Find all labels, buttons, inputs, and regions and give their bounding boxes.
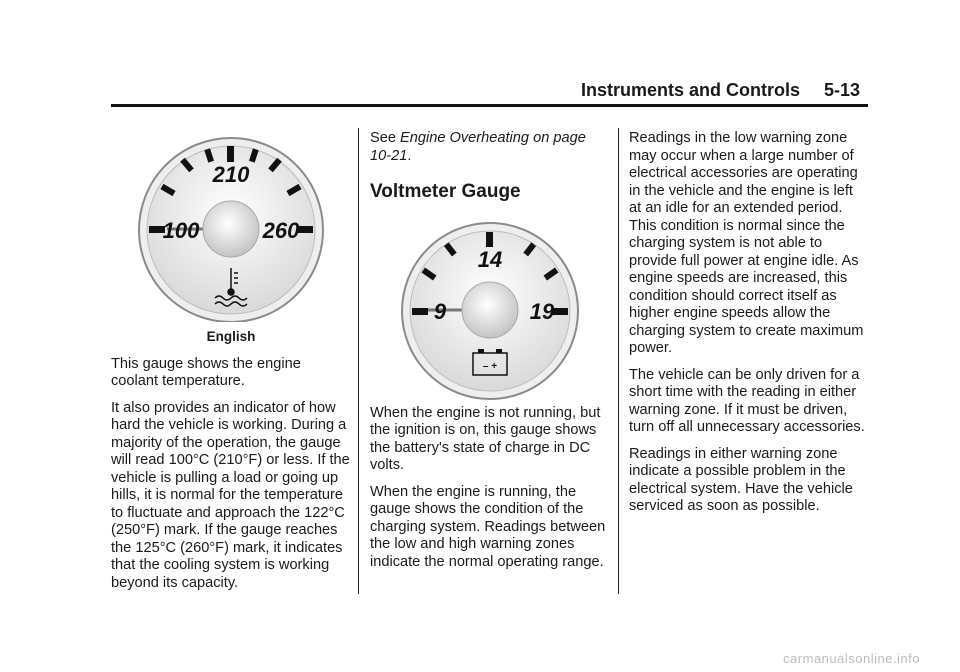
cross-reference: See Engine Overheating on page 10-21. [370, 130, 586, 164]
gauge-label-top: 14 [477, 246, 503, 272]
cross-reference-link[interactable]: Engine Overheating on page 10-21 [370, 130, 586, 164]
paragraph: The vehicle can be only driven for a short time with the reading in either warning zone. If it must be driven, turn off all unnecessary accessories. [629, 366, 865, 435]
gauge-label-right: 19 [529, 298, 555, 324]
column-divider [618, 128, 619, 594]
paragraph: Readings in the low warning zone may occur when a large number of electrical accessories are operating in the vehicle and the engine is left at an idle for an extended period. This condition is normal since the charging system is not able to provide full power at engine idle. As engine speeds are increased, this condition should correct itself as higher engine speeds allow the charging system to create maximum power. [629, 130, 864, 356]
section-heading: Voltmeter Gauge [370, 181, 521, 202]
paragraph: It also provides an indicator of how hard the vehicle is working. During a majority of the operation, the gauge will read 100°C (210°F) or less. If the vehicle is pulling a load or going up hills, it is normal for the temperature to fluctuate and approach the 122°C (250°F) mark. If the gauge reaches the 125°C (260°F) mark, it indicates that the cooling system is working beyond its capacity. [111, 399, 350, 591]
column-divider [358, 128, 359, 594]
header-rule [111, 104, 868, 107]
coolant-temperature-gauge [111, 130, 351, 322]
gauge-tick [227, 146, 234, 162]
gauge-label-top: 210 [212, 162, 250, 187]
gauge-label-right: 260 [262, 218, 300, 243]
section-title: Instruments and Controls [580, 80, 800, 100]
column-1 [111, 130, 351, 601]
page-number: 5-13 [823, 80, 860, 100]
column-2 [370, 130, 610, 580]
watermark: carmanualsonline.info [783, 651, 920, 666]
gauge-tick [486, 232, 493, 247]
gauge-tick [297, 226, 313, 233]
paragraph: Readings in either warning zone indicate a possible problem in the electrical system. Have the vehicle serviced as soon as possible. [629, 445, 853, 514]
paragraph: This gauge shows the engine coolant temperature. [111, 355, 301, 389]
gauge-tick [552, 308, 568, 315]
gauge-label-left: 9 [433, 298, 447, 324]
gauge-label-left: 100 [162, 218, 200, 243]
gauge-tick [412, 308, 428, 315]
figure-caption: English [206, 329, 256, 344]
column-3 [629, 130, 869, 525]
paragraph: When the engine is not running, but the ignition is on, this gauge shows the battery's state of charge in DC volts. [370, 404, 601, 473]
paragraph: When the engine is running, the gauge shows the condition of the charging system. Readings between the low and high warning zones indicate the normal operating range. [370, 483, 606, 570]
voltmeter-gauge [370, 215, 610, 405]
battery-terminal-label: – + [482, 360, 498, 372]
